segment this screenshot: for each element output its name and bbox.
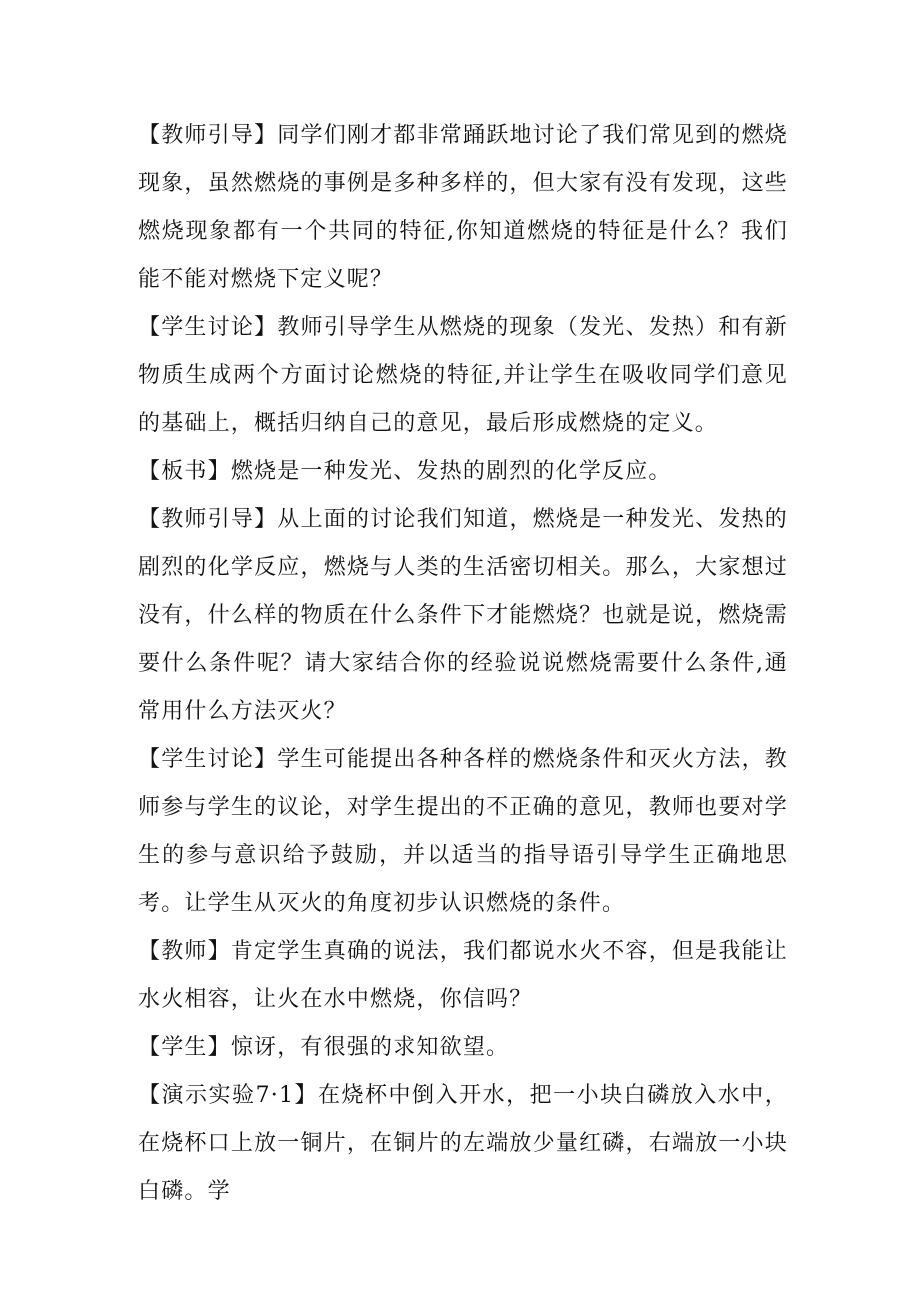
- paragraph-text: 从上面的讨论我们知道，燃烧是一种发光、发热的剧烈的化学反应，燃烧与人类的生活密切相关。那么，大家想过没有，什么样的物质在什么条件下才能燃烧？也就是说，燃烧需要什么条件呢？请大家结合你的经验说说燃烧需要什么条件,通常用什么方法灭火？: [138, 507, 789, 724]
- paragraph-teacher: [138, 928, 788, 1024]
- paragraph-student: [138, 1024, 788, 1072]
- paragraph-tag: 【教师引导】: [138, 123, 278, 148]
- paragraph-tag: 【学生讨论】: [138, 747, 278, 772]
- paragraph-tag: 【板书】: [138, 459, 231, 484]
- paragraph-text: 肯定学生真确的说法，我们都说水火不容，但是我能让水火相容，让火在水中燃烧，你信吗？: [138, 939, 788, 1012]
- lesson-text: [138, 112, 788, 1216]
- paragraph-tag: 【学生】: [138, 1035, 231, 1060]
- paragraph-student-discussion-1: [138, 304, 788, 448]
- paragraph-text: 惊讶，有很强的求知欲望。: [230, 1035, 510, 1060]
- paragraph-text: 同学们刚才都非常踊跃地讨论了我们常见到的燃烧现象，虽然燃烧的事例是多种多样的，但大家有没有发现，这些燃烧现象都有一个共同的特征,你知道燃烧的特征是什么？我们能不能对燃烧下定义呢？: [138, 123, 789, 292]
- paragraph-teacher-guide-2: [138, 496, 788, 736]
- paragraph-text: 教师引导学生从燃烧的现象（发光、发热）和有新物质生成两个方面讨论燃烧的特征,并让学生在吸收同学们意见的基础上，概括归纳自己的意见，最后形成燃烧的定义。: [138, 315, 789, 436]
- paragraph-text: 燃烧是一种发光、发热的剧烈的化学反应。: [230, 459, 672, 484]
- paragraph-teacher-guide-1: [138, 112, 788, 304]
- paragraph-tag: 【演示实验7·1】: [138, 1083, 318, 1108]
- paragraph-tag: 【教师引导】: [138, 507, 278, 532]
- paragraph-blackboard: [138, 448, 788, 496]
- paragraph-tag: 【学生讨论】: [138, 315, 278, 340]
- paragraph-demo-experiment: [138, 1072, 788, 1216]
- paragraph-text: 在烧杯中倒入开水，把一小块白磷放入水中，在烧杯口上放一铜片，在铜片的左端放少量红磷，右端放一小块白磷。学: [138, 1083, 788, 1204]
- paragraph-text: 学生可能提出各种各样的燃烧条件和灭火方法，教师参与学生的议论，对学生提出的不正确的意见，教师也要对学生的参与意识给予鼓励，并以适当的指导语引导学生正确地思考。让学生从灭火的角度初步认识燃烧的条件。: [138, 747, 789, 916]
- paragraph-tag: 【教师】: [138, 939, 231, 964]
- paragraph-student-discussion-2: [138, 736, 788, 928]
